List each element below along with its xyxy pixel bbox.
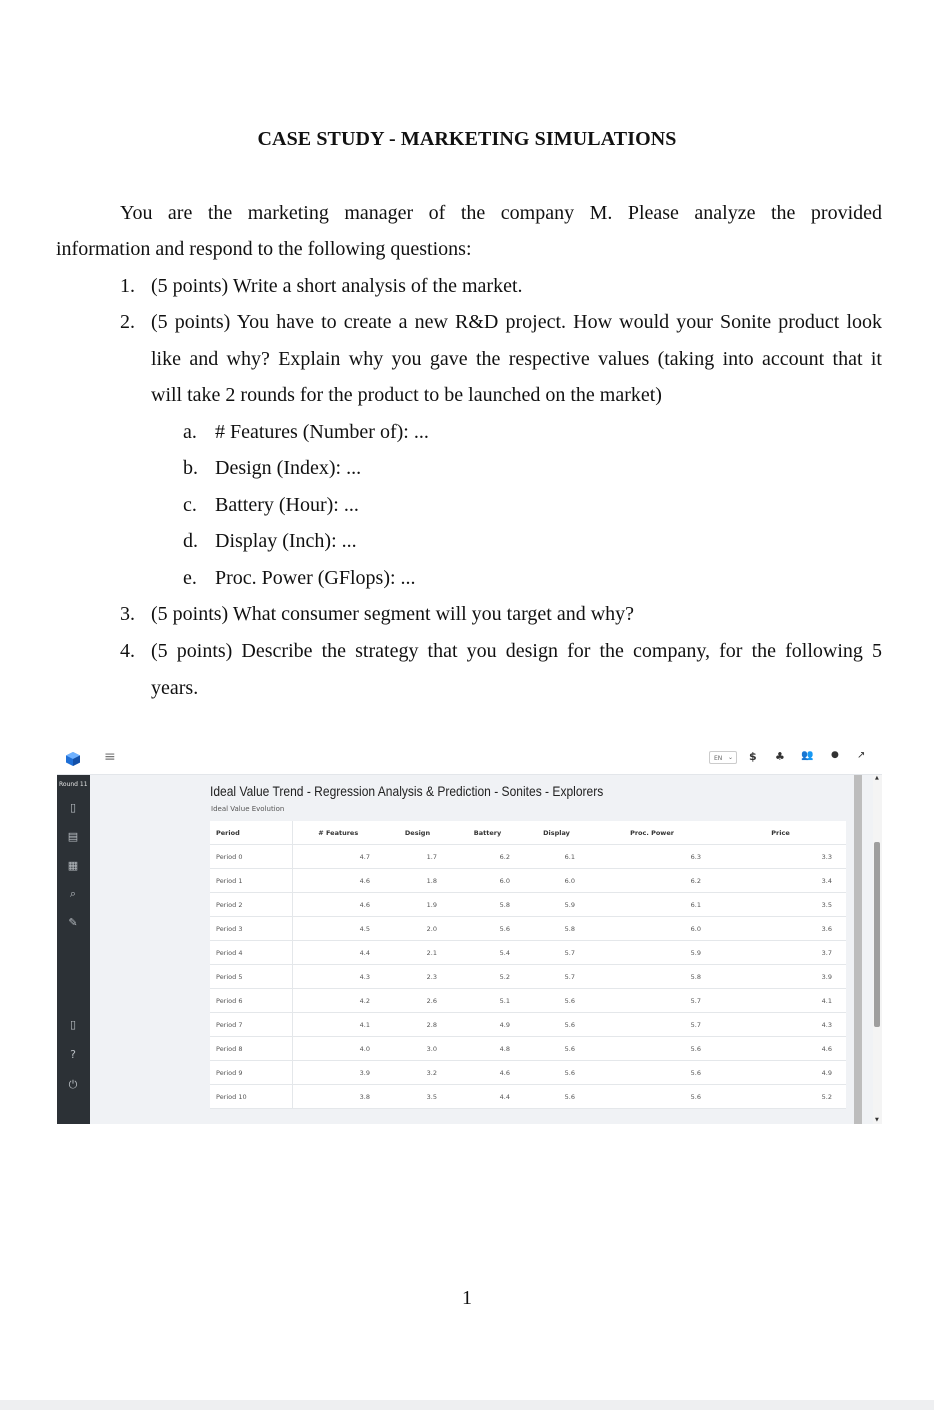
cell-display: 5.8 [524,917,589,941]
cell-design: 1.9 [384,893,451,917]
cell-price: 4.6 [715,1037,846,1061]
cell-features: 4.5 [292,917,384,941]
chat-icon[interactable]: ● [831,750,839,760]
sub-item-text: # Features (Number of): ... [215,421,429,443]
question-number: 4. [120,640,135,662]
dollar-icon[interactable]: $ [749,750,757,763]
table-header-row [210,821,846,845]
question-text: (5 points) What consumer segment will you target and why? [151,603,635,625]
app-logo-icon [65,751,81,767]
document-title: CASE STUDY - MARKETING SIMULATIONS [257,128,677,150]
cell-battery: 5.2 [451,965,524,989]
cell-period: Period 2 [210,893,292,917]
cell-proc-power: 5.7 [589,1013,715,1037]
column-header-price[interactable]: Price [715,821,846,845]
sub-item-letter: a. [183,421,197,443]
menu-toggle-icon[interactable]: ≡ [104,749,116,765]
question-text: years. [151,677,199,699]
table-row [210,989,846,1013]
search-icon[interactable]: ⌕ [69,887,77,900]
cell-design: 1.8 [384,869,451,893]
ideal-value-table [210,821,846,1109]
page-number: 1 [462,1287,472,1309]
cell-design: 3.2 [384,1061,451,1085]
cell-period: Period 5 [210,965,292,989]
cell-price: 3.6 [715,917,846,941]
scrollbar-thumb[interactable] [874,842,880,1027]
help-icon[interactable]: ? [70,1048,76,1061]
cell-period: Period 8 [210,1037,292,1061]
question-4-line-2 [151,677,198,700]
cell-features: 4.3 [292,965,384,989]
panel-scrollbar[interactable] [854,775,862,1124]
cell-price: 4.1 [715,989,846,1013]
question-text: like and why? Explain why you gave the respective values (taking into account that it [151,348,882,370]
table-row [210,1061,846,1085]
cell-features: 4.1 [292,1013,384,1037]
cell-period: Period 10 [210,1085,292,1109]
page-bottom-strip [0,1400,934,1410]
cell-display: 5.7 [524,941,589,965]
cell-proc-power: 6.0 [589,917,715,941]
cell-features: 4.2 [292,989,384,1013]
sub-item-letter: d. [183,530,198,552]
language-select-value: EN [714,755,723,762]
users-icon[interactable]: 👥 [801,750,814,761]
cell-price: 3.3 [715,845,846,869]
panel-subtitle: Ideal Value Evolution [211,805,285,813]
table-row [210,1085,846,1109]
cell-price: 3.4 [715,869,846,893]
sub-item-letter: c. [183,494,197,516]
cell-battery: 4.4 [451,1085,524,1109]
simulation-screenshot [57,744,882,1124]
dashboard-icon[interactable]: ▯ [69,801,77,814]
cell-design: 2.6 [384,989,451,1013]
cell-design: 2.0 [384,917,451,941]
cell-battery: 5.6 [451,917,524,941]
decisions-icon[interactable]: ✎ [68,916,78,929]
sub-item-letter: b. [183,457,198,479]
question-2-line-2 [151,348,882,371]
table-row [210,1037,846,1061]
column-header-display[interactable]: Display [524,821,589,845]
cell-display: 5.6 [524,1037,589,1061]
table-row [210,941,846,965]
table-row [210,1013,846,1037]
app-sidebar [57,775,90,1124]
cell-display: 6.1 [524,845,589,869]
cell-battery: 4.9 [451,1013,524,1037]
question-text: (5 points) Describe the strategy that you design for the company, for the following 5 [151,640,882,662]
analytics-icon[interactable]: ▦ [67,859,79,872]
external-link-icon[interactable]: ↗ [857,750,866,761]
table-row [210,893,846,917]
cell-battery: 6.0 [451,869,524,893]
cell-period: Period 0 [210,845,292,869]
cell-battery: 4.6 [451,1061,524,1085]
cell-proc-power: 5.9 [589,941,715,965]
column-header-design[interactable]: Design [384,821,451,845]
cell-price: 5.2 [715,1085,846,1109]
sub-item-text: Design (Index): ... [215,457,362,479]
reports-icon[interactable]: ▤ [67,830,79,843]
question-2-line-3 [151,384,662,407]
cell-proc-power: 5.7 [589,989,715,1013]
cell-features: 4.4 [292,941,384,965]
table-row [210,869,846,893]
cell-period: Period 4 [210,941,292,965]
cell-battery: 5.4 [451,941,524,965]
cell-price: 4.9 [715,1061,846,1085]
sub-item-text: Battery (Hour): ... [215,494,359,516]
table-row [210,965,846,989]
question-number: 2. [120,311,135,333]
cell-design: 1.7 [384,845,451,869]
cell-features: 4.7 [292,845,384,869]
cell-features: 4.0 [292,1037,384,1061]
cell-battery: 5.8 [451,893,524,917]
cell-display: 5.6 [524,1061,589,1085]
cell-display: 5.7 [524,965,589,989]
question-text: will take 2 rounds for the product to be launched on the market) [151,384,662,406]
cell-period: Period 6 [210,989,292,1013]
cell-design: 3.5 [384,1085,451,1109]
page-scrollbar[interactable] [873,775,882,1124]
cell-display: 5.6 [524,1085,589,1109]
cell-proc-power: 6.3 [589,845,715,869]
cell-design: 2.3 [384,965,451,989]
table-row [210,917,846,941]
cell-proc-power: 5.8 [589,965,715,989]
cell-battery: 5.1 [451,989,524,1013]
column-header-period[interactable]: Period [210,821,292,845]
cell-design: 2.1 [384,941,451,965]
intro-text-line-1: You are the marketing manager of the company M. Please analyze the provided [120,202,882,224]
cell-features: 4.6 [292,893,384,917]
cell-battery: 6.2 [451,845,524,869]
language-select[interactable] [709,751,737,764]
chevron-down-icon: ⌄ [727,754,733,761]
cell-period: Period 7 [210,1013,292,1037]
question-text: (5 points) Write a short analysis of the market. [151,275,523,297]
cell-proc-power: 6.1 [589,893,715,917]
column-header-features[interactable]: # Features [292,821,384,845]
sub-item-letter: e. [183,567,197,589]
cell-price: 4.3 [715,1013,846,1037]
column-header-proc-power[interactable]: Proc. Power [589,821,715,845]
cell-price: 3.9 [715,965,846,989]
panel-title: Ideal Value Trend - Regression Analysis & Prediction - Sonites - Explorers [210,783,604,799]
intro-text-line-2: information and respond to the following questions: [56,238,472,260]
app-topbar [57,744,882,775]
cell-proc-power: 5.6 [589,1037,715,1061]
question-number: 1. [120,275,135,297]
question-number: 3. [120,603,135,625]
sub-item-text: Display (Inch): ... [215,530,357,552]
cell-proc-power: 6.2 [589,869,715,893]
cell-display: 6.0 [524,869,589,893]
cell-battery: 4.8 [451,1037,524,1061]
cell-display: 5.6 [524,1013,589,1037]
cell-features: 3.8 [292,1085,384,1109]
cell-display: 5.6 [524,989,589,1013]
cell-design: 3.0 [384,1037,451,1061]
table-row [210,845,846,869]
documents-icon[interactable]: ▯ [69,1018,77,1031]
power-icon[interactable]: ⏻ [68,1078,78,1091]
scroll-down-icon[interactable]: ▼ [875,1117,879,1123]
cell-features: 3.9 [292,1061,384,1085]
column-header-battery[interactable]: Battery [451,821,524,845]
cell-period: Period 3 [210,917,292,941]
cell-proc-power: 5.6 [589,1085,715,1109]
scroll-up-icon[interactable]: ▲ [875,775,879,781]
cell-period: Period 9 [210,1061,292,1085]
apps-icon[interactable]: ♣ [775,750,785,763]
cell-proc-power: 5.6 [589,1061,715,1085]
cell-features: 4.6 [292,869,384,893]
cell-price: 3.5 [715,893,846,917]
round-label: Round 11 [59,781,88,788]
question-text: (5 points) You have to create a new R&D project. How would your Sonite product look [151,311,882,333]
cell-price: 3.7 [715,941,846,965]
cell-design: 2.8 [384,1013,451,1037]
sub-item-text: Proc. Power (GFlops): ... [215,567,416,589]
cell-display: 5.9 [524,893,589,917]
cell-period: Period 1 [210,869,292,893]
